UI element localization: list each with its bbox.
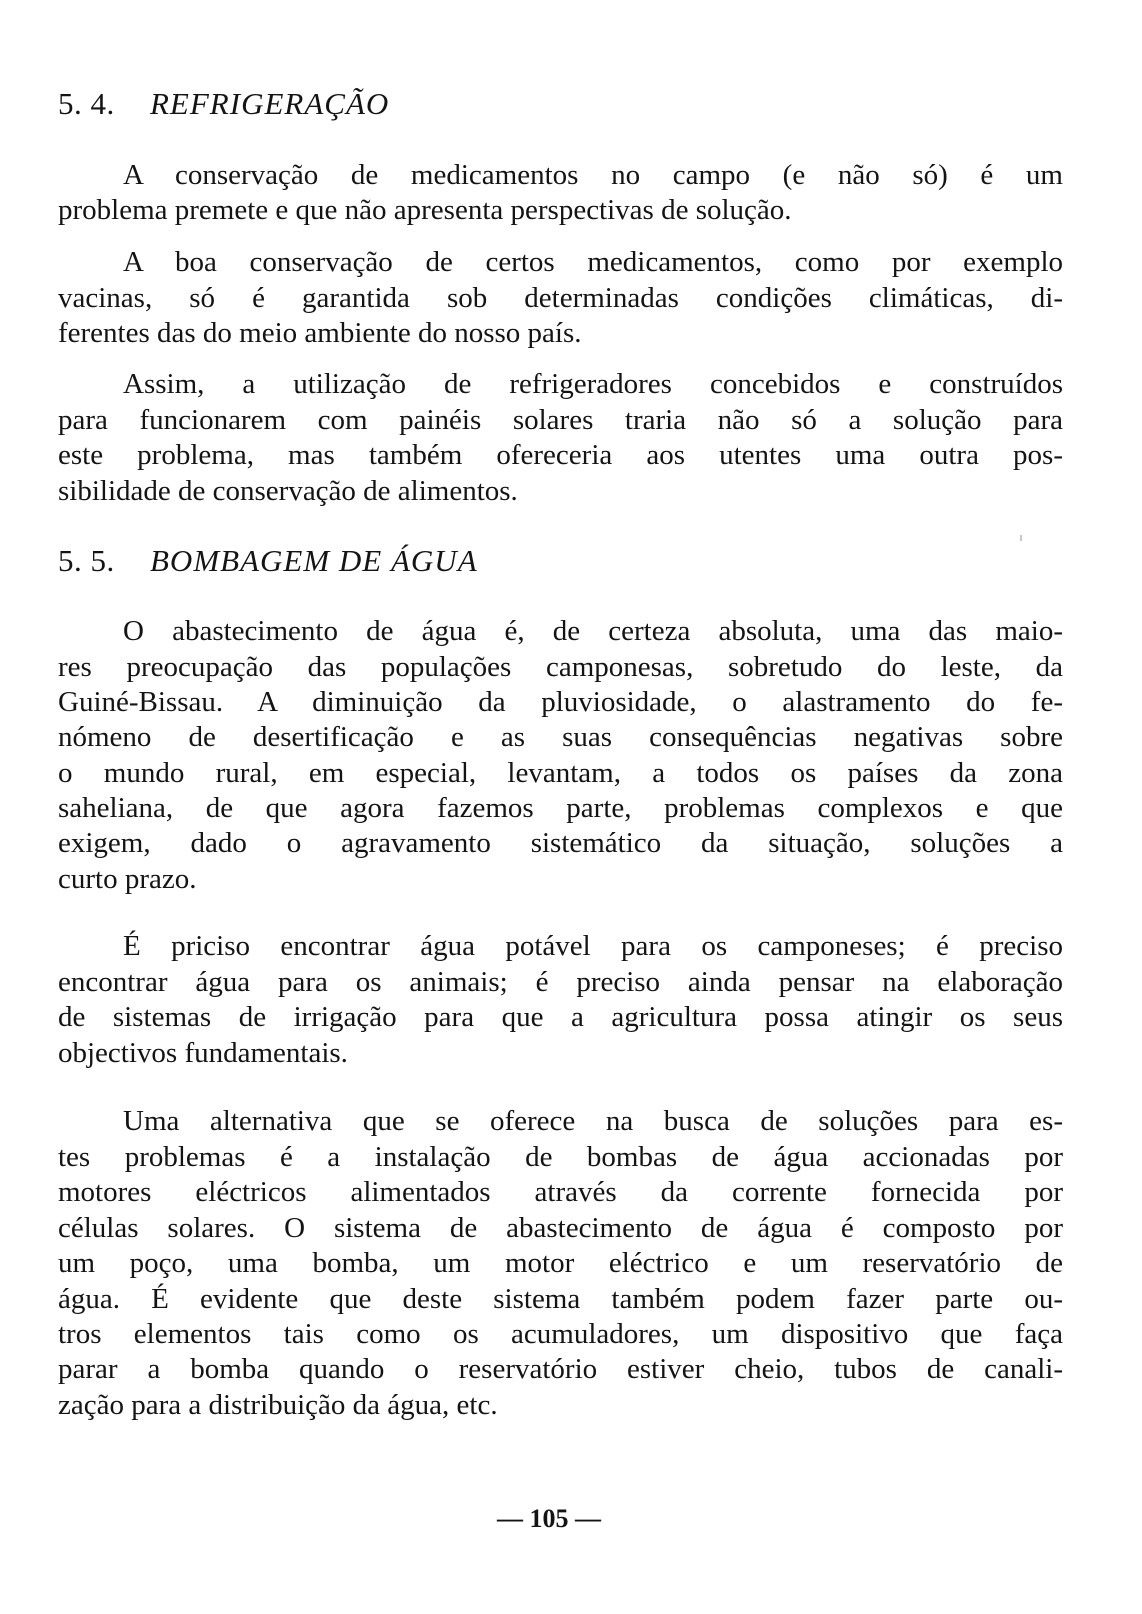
text-line: de sistemas de irrigação para que a agricultura possa atingir os seus: [58, 1001, 1063, 1033]
text-line: Assim, a utilização de refrigeradores concebidos e construídos: [123, 368, 1063, 400]
text-line: um poço, uma bomba, um motor eléctrico e um reservatório de: [58, 1247, 1063, 1279]
text-line: nómeno de desertificação e as suas consequências negativas sobre: [58, 721, 1063, 753]
section-number: 5. 5.: [58, 543, 115, 578]
section-heading-bombagem-de-agua: [58, 543, 478, 579]
text-line: ferentes das do meio ambiente do nosso país.: [58, 317, 582, 349]
text-line: A boa conservação de certos medicamentos, como por exemplo: [123, 246, 1063, 278]
text-line: zação para a distribuição da água, etc.: [58, 1389, 498, 1421]
text-line: encontrar água para os animais; é preciso ainda pensar na elaboração: [58, 966, 1063, 998]
text-line: para funcionarem com painéis solares traria não só a solução para: [58, 404, 1063, 436]
text-line: problema premete e que não apresenta perspectivas de solução.: [58, 194, 792, 226]
text-line: O abastecimento de água é, de certeza absoluta, uma das maio-: [123, 615, 1063, 647]
text-line: Uma alternativa que se oferece na busca de soluções para es-: [123, 1105, 1063, 1137]
text-line: saheliana, de que agora fazemos parte, problemas complexos e que: [58, 792, 1063, 824]
text-line: A conservação de medicamentos no campo (e não só) é um: [123, 159, 1063, 191]
text-line: este problema, mas também ofereceria aos utentes uma outra pos-: [58, 439, 1063, 471]
text-line: vacinas, só é garantida sob determinadas condições climáticas, di-: [58, 282, 1063, 314]
text-line: água. É evidente que deste sistema também podem fazer parte ou-: [58, 1283, 1063, 1315]
text-line: células solares. O sistema de abastecimento de água é composto por: [58, 1212, 1063, 1244]
page-number: — 105 —: [497, 1504, 601, 1533]
text-line: objectivos fundamentais.: [58, 1037, 348, 1069]
text-line: res preocupação das populações camponesas, sobretudo do leste, da: [58, 651, 1063, 683]
text-line: exigem, dado o agravamento sistemático da situação, soluções a: [58, 827, 1063, 859]
text-line: motores eléctricos alimentados através da corrente fornecida por: [58, 1176, 1063, 1208]
section-number: 5. 4.: [58, 86, 115, 121]
text-line: o mundo rural, em especial, levantam, a todos os países da zona: [58, 757, 1063, 789]
text-line: sibilidade de conservação de alimentos.: [58, 475, 518, 507]
text-line: parar a bomba quando o reservatório estiver cheio, tubos de canali-: [58, 1353, 1063, 1385]
section-title: REFRIGERAÇÃO: [150, 86, 390, 121]
text-line: curto prazo.: [58, 863, 197, 895]
text-line: tes problemas é a instalação de bombas de água accionadas por: [58, 1141, 1063, 1173]
text-line: É priciso encontrar água potável para os camponeses; é preciso: [123, 930, 1063, 962]
section-title: BOMBAGEM DE ÁGUA: [150, 543, 478, 578]
scan-speck: [1020, 535, 1022, 541]
text-line: tros elementos tais como os acumuladores, um dispositivo que faça: [58, 1318, 1063, 1350]
section-heading-refrigeracao: [58, 86, 389, 122]
text-line: Guiné-Bissau. A diminuição da pluviosidade, o alastramento do fe-: [58, 686, 1063, 718]
